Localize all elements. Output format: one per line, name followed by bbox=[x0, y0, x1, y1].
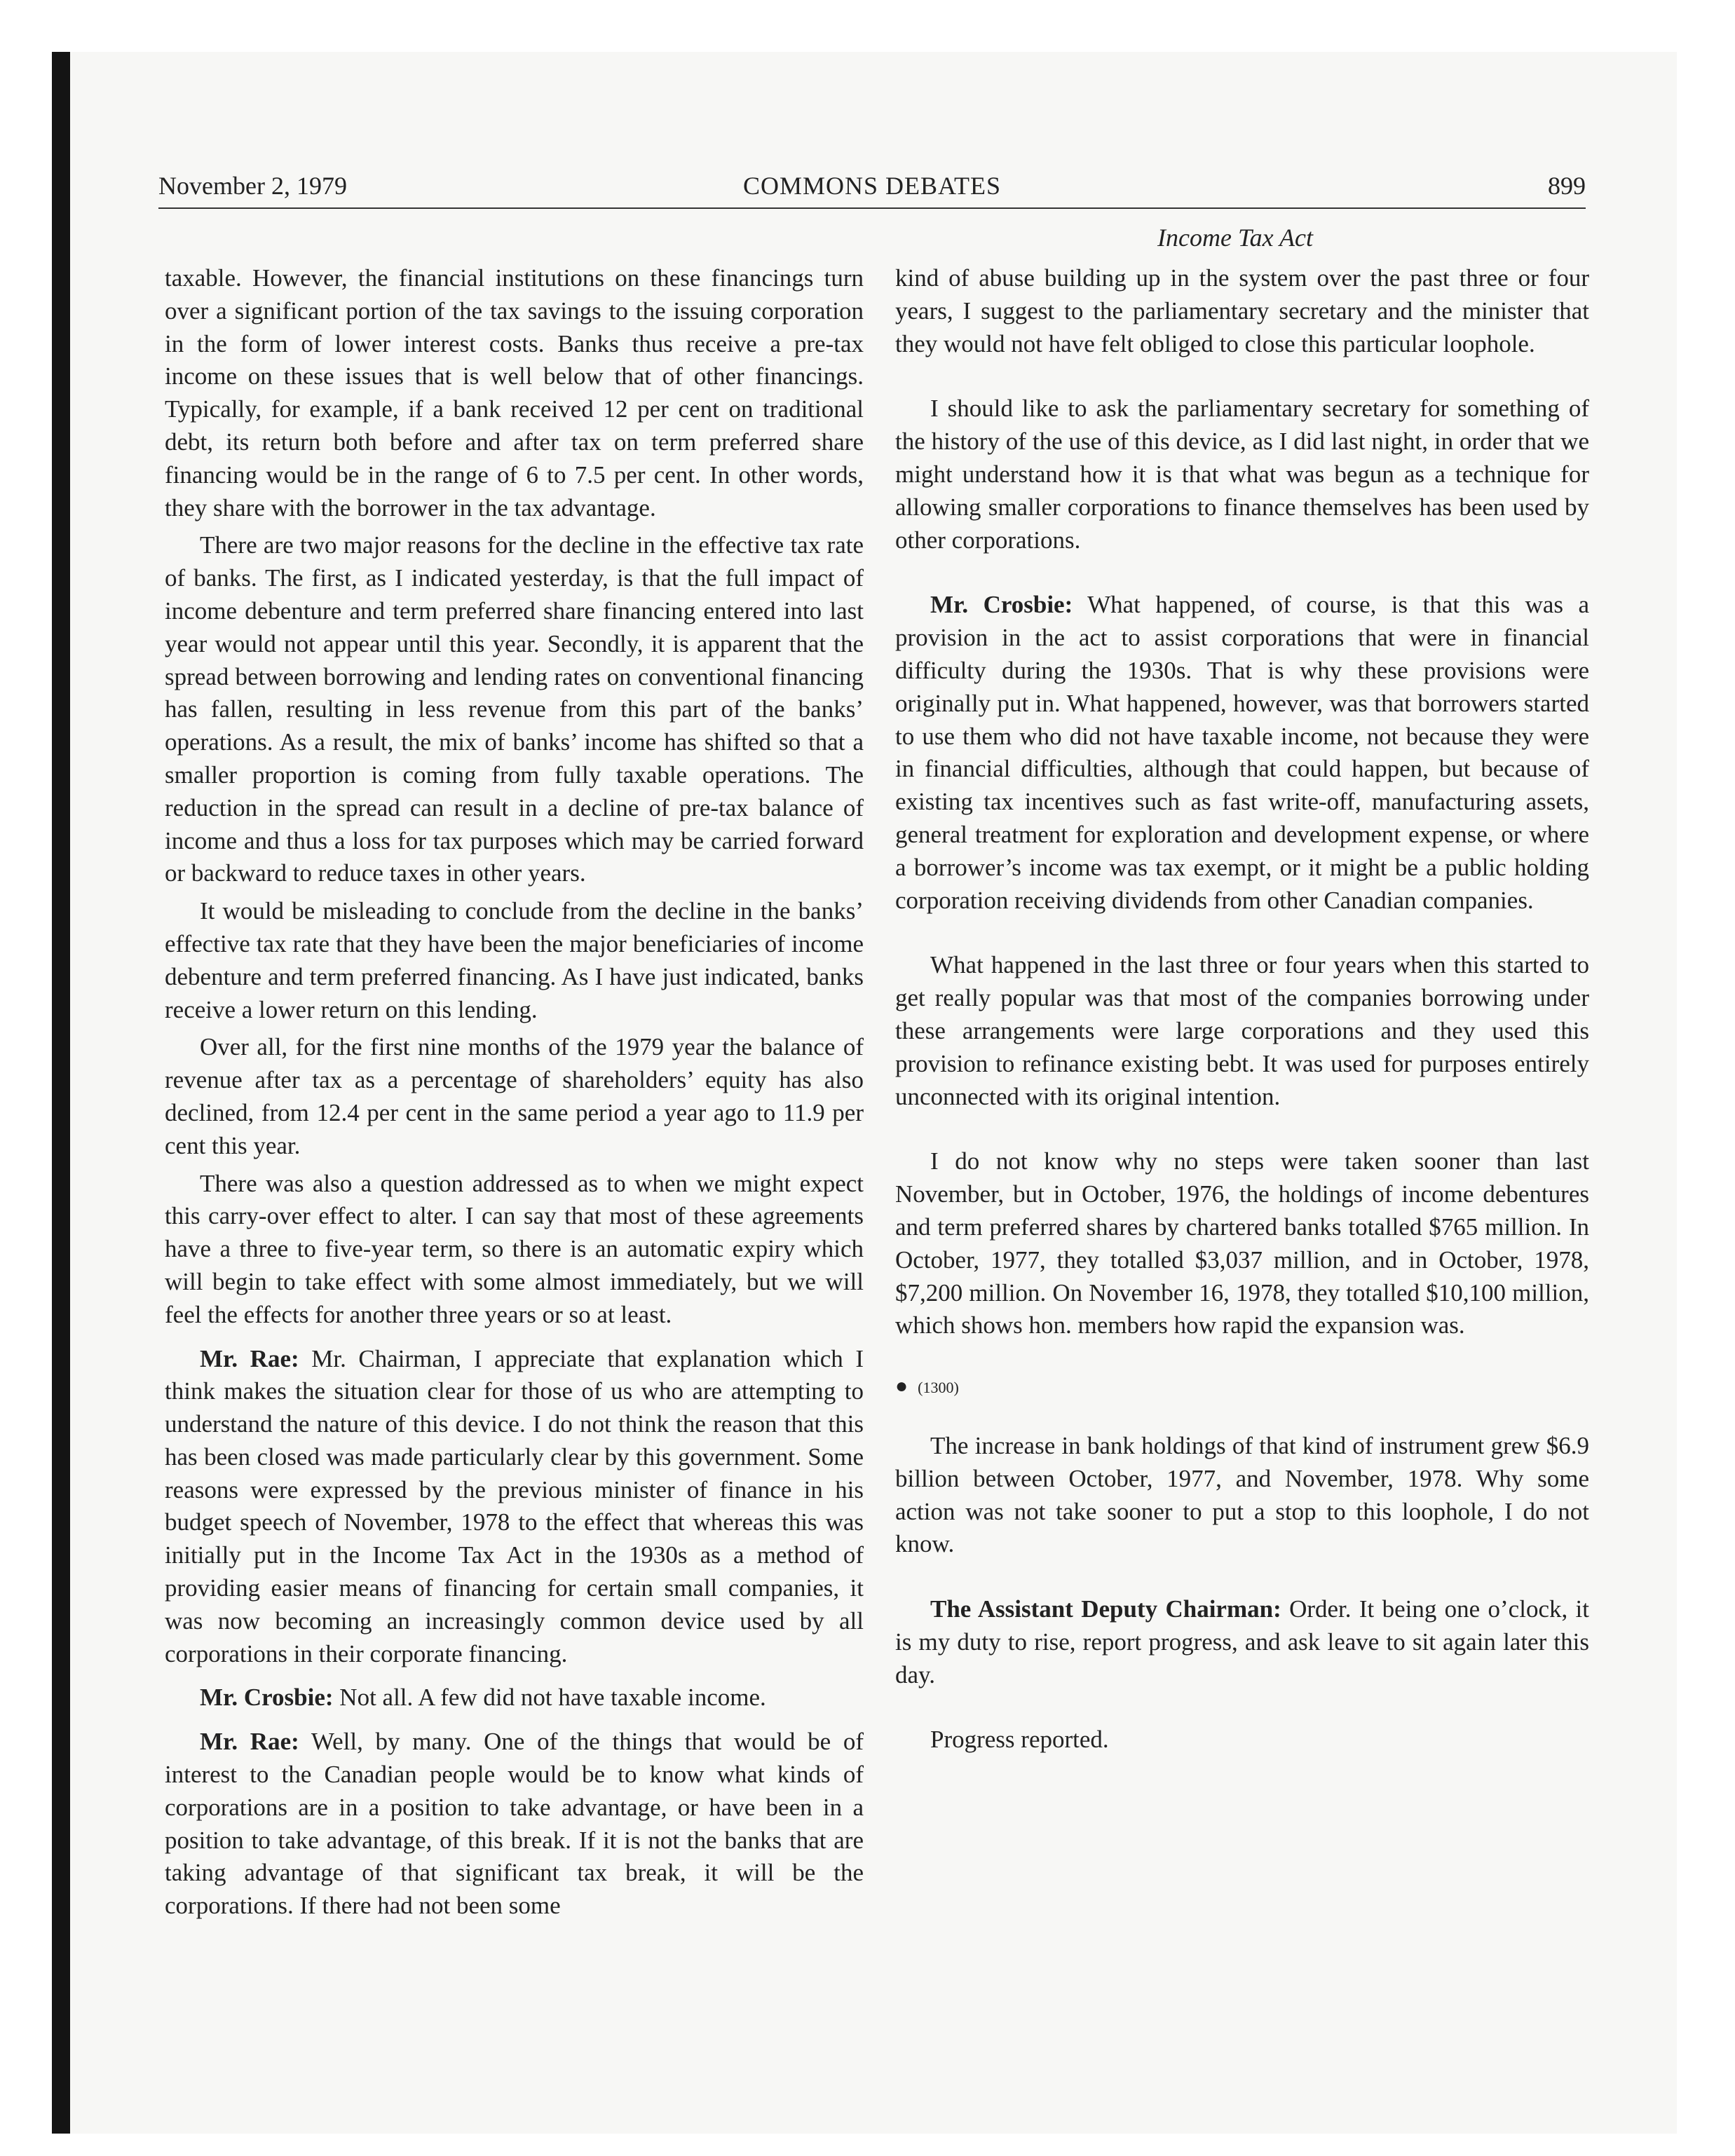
paragraph bbox=[895, 1145, 1589, 1342]
paragraph bbox=[895, 1724, 1589, 1756]
paragraph bbox=[165, 1681, 864, 1714]
paragraph-text: The increase in bank holdings of that kind of instrument grew $6.9 billion between October, 1977, and November, 1978. Why some action was not take sooner to put a stop to this loophole, I do not know. bbox=[895, 1431, 1589, 1558]
left-column bbox=[165, 262, 864, 1923]
scan-binding-edge bbox=[52, 52, 70, 2134]
speaker-name: Mr. Rae: bbox=[200, 1728, 299, 1756]
time-marker bbox=[895, 1370, 1589, 1405]
header-page-number: 899 bbox=[1548, 172, 1586, 200]
paragraph-text: kind of abuse building up in the system over the past three or four years, I suggest to the parliamentary secretary and the minister that they would not have felt obliged to close this particular loophole. bbox=[895, 264, 1589, 357]
paragraph-text: Mr. Chairman, I appreciate that explanation which I think makes the situation clear for those of us who are attempting to understand the nature of this device. I do not think the reason that this has been closed was made particularly clear by this government. Some reasons were expressed by the previous minister of finance in his budget speech of November, 1978 to the effect that whereas this was initially put in the Income Tax Act in the 1930s as a method of providing easier means of financing for certain small companies, it was now becoming an increasingly common device used by all corporations in their corporate financing. bbox=[165, 1344, 864, 1667]
paragraph-text: Not all. A few did not have taxable income. bbox=[339, 1684, 766, 1712]
paragraph-text: Over all, for the first nine months of the 1979 year the balance of revenue after tax as a percentage of shareholders’ equity has also declined, from 12.4 per cent in the same period a year ago to 11.9 per cent this year. bbox=[165, 1033, 864, 1159]
header-date: November 2, 1979 bbox=[158, 172, 347, 200]
paragraph-text: There are two major reasons for the decline in the effective tax rate of banks. The first, as I indicated yesterday, is that the full impact of income debenture and term preferred share financing entered into last year would not appear until this year. Secondly, it is apparent that the spread between borrowing and lending rates on conventional financing has fallen, resulting in less revenue from this part of the banks’ operations. As a result, the mix of banks’ income has shifted so that a smaller proportion is coming from fully taxable operations. The reduction in the spread can result in a decline of pre-tax balance of income and thus a loss for tax purposes which may be carried forward or backward to reduce taxes in other years. bbox=[165, 531, 864, 887]
paragraph bbox=[165, 1726, 864, 1923]
paragraph bbox=[895, 1430, 1589, 1561]
scan-margin bbox=[0, 0, 52, 2156]
paragraph-text: It would be misleading to conclude from the decline in the banks’ effective tax rate that they have been the major beneficiaries of income debenture and term preferred financing. As I have just indicated, banks receive a lower return on this lending. bbox=[165, 897, 864, 1023]
paragraph bbox=[895, 589, 1589, 917]
paragraph bbox=[895, 262, 1589, 360]
paragraph-text: Progress reported. bbox=[930, 1726, 1109, 1754]
paragraph bbox=[165, 1343, 864, 1671]
paragraph bbox=[165, 262, 864, 524]
paragraph-text: taxable. However, the financial institutions on these financings turn over a significant portion of the tax savings to the issuing corporation in the form of lower interest costs. Banks thus receive a pre-tax income on these issues that is well below that of other financings. Typically, for example, if a bank received 12 per cent on traditional debt, its return both before and after tax on term preferred share financing would be in the range of 6 to 7.5 per cent. In other words, they share with the borrower in the tax advantage. bbox=[165, 264, 864, 521]
paragraph-text: What happened in the last three or four years when this started to get really popular was that most of the companies borrowing under these arrangements were large corporations and they used this provision to refinance existing bebt. It was used for purposes entirely unconnected with its original intention. bbox=[895, 951, 1589, 1110]
paragraph bbox=[895, 393, 1589, 557]
paragraph bbox=[165, 895, 864, 1026]
paragraph-text: Well, by many. One of the things that would be of interest to the Canadian people would be to know what kinds of corporations are in a position to take advantage, or have been in a position to take advantage, of this break. If it is not the banks that are taking advantage of that significant tax break, it will be the corporations. If there had not been some bbox=[165, 1728, 864, 1920]
time-marker-text: (1300) bbox=[918, 1379, 959, 1397]
paragraph-text: There was also a question addressed as to when we might expect this carry-over effect to alter. I can say that most of these agreements have a three to five-year term, so there is an automatic expiry which will begin to take effect with some almost immediately, but we will feel the effects for another three years or so at least. bbox=[165, 1169, 864, 1328]
paragraph bbox=[165, 1168, 864, 1332]
running-title: Income Tax Act bbox=[1157, 224, 1313, 252]
bullet-icon: ● bbox=[895, 1374, 909, 1398]
right-column bbox=[895, 262, 1589, 1756]
paragraph-text: Order. It being one o’clock, it is my duty to rise, report progress, and ask leave to sit again later this day. bbox=[895, 1595, 1590, 1688]
paragraph bbox=[165, 1031, 864, 1162]
paragraph-text: What happened, of course, is that this was a provision in the act to assist corporations that were in financial difficulty during the 1930s. That is why these provisions were originally put in. What happened, however, was that borrowers started to use them who did not have taxable income, not because they were in financial difficulties, although that could happen, but because of existing tax incentives such as fast write-off, manufacturing assets, general treatment for exploration and development expense, or where a borrower’s income was tax exempt, or it might be a public holding corporation receiving dividends from other Canadian companies. bbox=[895, 591, 1589, 914]
speaker-name: Mr. Rae: bbox=[200, 1344, 299, 1372]
speaker-name: Mr. Crosbie: bbox=[200, 1684, 334, 1712]
paragraph bbox=[895, 949, 1589, 1113]
paragraph-text: I do not know why no steps were taken sooner than last November, but in October, 1976, the holdings of income debentures and term preferred shares by chartered banks totalled $765 million. In October, 1977, they totalled $3,037 million, and in October, 1978, $7,200 million. On November 16, 1978, they totalled $10,100 million, which shows hon. members how rapid the expansion was. bbox=[895, 1147, 1589, 1339]
speaker-name: Mr. Crosbie: bbox=[930, 591, 1073, 619]
header-publication: COMMONS DEBATES bbox=[742, 172, 1002, 200]
paragraph-text: I should like to ask the parliamentary secretary for something of the history of the use of this device, as I did last night, in order that we might understand how it is that what was begun as a technique for allowing smaller corporations to finance themselves has been used by other corporations. bbox=[895, 395, 1589, 554]
paragraph bbox=[165, 529, 864, 890]
page-header bbox=[158, 171, 1586, 209]
speaker-name: The Assistant Deputy Chairman: bbox=[930, 1595, 1281, 1623]
paragraph bbox=[895, 1593, 1589, 1691]
